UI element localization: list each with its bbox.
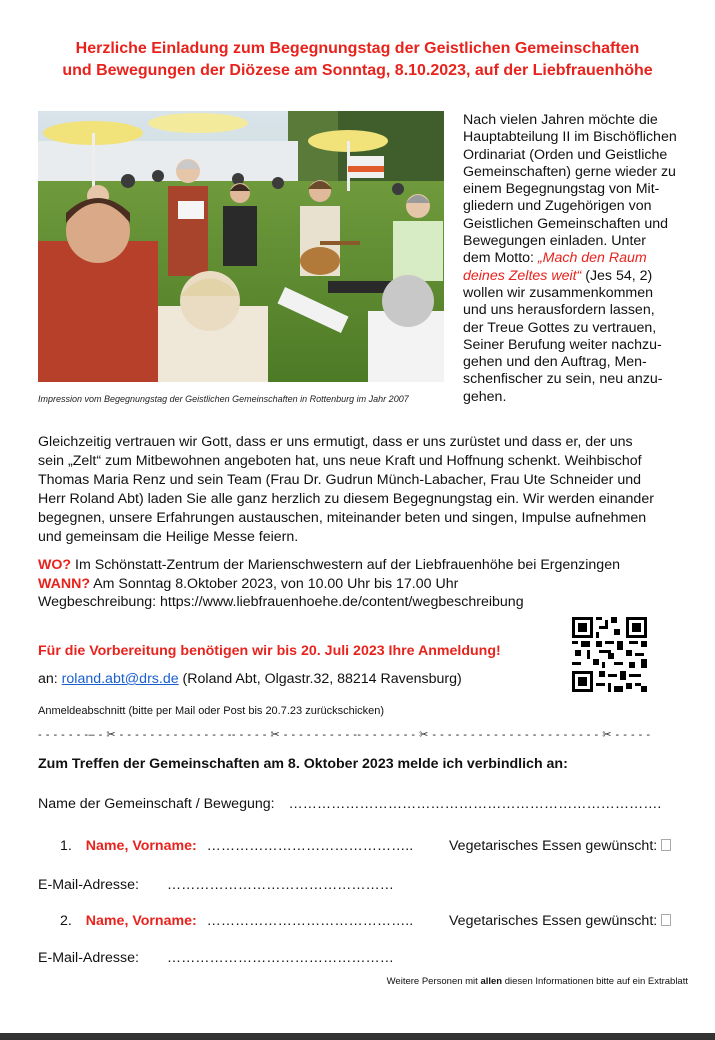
- community-dots: …………………………………………………………………….: [288, 796, 662, 812]
- body-paragraph: [38, 433, 693, 547]
- body-line: begegnen, unsere Erfahrungen austauschen, miteinander beten und singen, Impulse aufnehmen: [38, 510, 647, 526]
- intro-line: der Treue Gottes zu vertrauen,: [463, 319, 657, 336]
- contact-prefix: an:: [38, 671, 62, 687]
- intro-line: und uns herausfordern lassen,: [463, 302, 655, 319]
- footnote-suffix: diesen Informationen bitte auf ein Extrablatt: [502, 976, 688, 987]
- body-line: und gemeinsam die Heilige Messe feiern.: [38, 529, 299, 545]
- intro-line: gehen.: [463, 388, 507, 405]
- person-1-email-field[interactable]: [38, 877, 394, 893]
- footnote-emphasis: allen: [480, 976, 503, 987]
- intro-line: einem Begegnungstag von Mit-: [463, 181, 660, 198]
- scissors-cut-line: - - - - - - -– - ✂ - - - - - - - - - - - - - - -- - - - - ✂ - - - - - - - - - -- - - - - - - - ✂ - - - - - - - - - - - - - - - - - - - - - - ✂ - - - - -: [38, 729, 651, 741]
- intro-line: Gemeinschaften) gerne wieder zu: [463, 163, 676, 180]
- veg-label: Vegetarisches Essen gewünscht:: [449, 913, 658, 929]
- checkbox-icon[interactable]: [661, 839, 671, 851]
- time-line: [38, 575, 458, 594]
- contact-line: [38, 671, 462, 687]
- email-label: E-Mail-Adresse:: [38, 950, 139, 966]
- title-line-1: Herzliche Einladung zum Begegnungstag der Geistlichen Gemeinschaften: [75, 40, 640, 57]
- body-line: Gleichzeitig vertrauen wir Gott, dass er uns ermutigt, dass er uns zurüstet und dass er, der uns: [38, 434, 633, 450]
- checkbox-icon[interactable]: [661, 914, 671, 926]
- person-number: 1.: [60, 838, 72, 854]
- qr-code-graphic: [572, 617, 647, 692]
- person-2-email-field[interactable]: [38, 950, 394, 966]
- name-label: Name, Vorname:: [85, 913, 197, 929]
- person-number: 2.: [60, 913, 72, 929]
- body-line: sein „Zelt“ zum Mitbewohnen angeboten hat, uns neue Kraft und Hoffnung schenkt. Weihbischof: [38, 453, 642, 469]
- community-label: Name der Gemeinschaft / Bewegung:: [38, 796, 275, 812]
- veg-label: Vegetarisches Essen gewünscht:: [449, 838, 658, 854]
- contact-email-link[interactable]: roland.abt@drs.de: [61, 671, 179, 687]
- motto-text-part-2: deines Zeltes weit“: [463, 267, 582, 284]
- intro-line: gliedern und Zugehörigen von: [463, 198, 652, 215]
- motto-reference: (Jes 54, 2): [581, 267, 653, 284]
- registration-heading: Zum Treffen der Gemeinschaften am 8. Oktober 2023 melde ich verbindlich an:: [38, 756, 568, 772]
- photo-caption: Impression vom Begegnungstag der Geistlichen Gemeinschaften in Rottenburg im Jahr 2007: [38, 394, 409, 404]
- contact-address: (Roland Abt, Olgastr.32, 88214 Ravensburg): [178, 671, 462, 687]
- motto-text-part-1: „Mach den Raum: [537, 250, 647, 267]
- intro-line: Hauptabteilung II im Bischöflichen: [463, 129, 677, 146]
- location-label: WO?: [38, 557, 72, 573]
- time-label: WANN?: [38, 576, 91, 592]
- registration-deadline-notice: Für die Vorbereitung benötigen wir bis 20. Juli 2023 Ihre Anmeldung!: [38, 643, 501, 659]
- event-photo-illustration: [38, 111, 444, 382]
- name-dots: ……………………………………..: [206, 913, 414, 929]
- name-label: Name, Vorname:: [85, 838, 197, 854]
- intro-line: schenfischer zu sein, neu anzu-: [463, 371, 663, 388]
- page-title: [20, 38, 695, 82]
- motto-line-2: [463, 268, 708, 285]
- community-field[interactable]: [38, 796, 661, 812]
- cut-section-note: Anmeldeabschnitt (bitte per Mail oder Post bis 20.7.23 zurückschicken): [38, 705, 385, 717]
- intro-line: Seiner Berufung weiter nachzu-: [463, 336, 662, 353]
- qr-code-icon: [572, 617, 647, 692]
- footnote: [300, 976, 688, 987]
- time-text: Am Sonntag 8.Oktober 2023, von 10.00 Uhr bis 17.00 Uhr: [90, 576, 459, 592]
- intro-line: Ordinariat (Orden und Geistliche: [463, 146, 668, 163]
- intro-line: wollen wir zusammenkommen: [463, 284, 654, 301]
- person-2-name-field[interactable]: [60, 913, 413, 929]
- email-dots: …………………………………………: [166, 950, 394, 966]
- bottom-divider: [0, 1033, 715, 1040]
- email-label: E-Mail-Adresse:: [38, 877, 139, 893]
- email-dots: …………………………………………: [166, 877, 394, 893]
- directions-line: Wegbeschreibung: https://www.liebfrauenhoehe.de/content/wegbeschreibung: [38, 594, 524, 610]
- intro-line: Nach vielen Jahren möchte die: [463, 112, 658, 128]
- body-line: Thomas Maria Renz und sein Team (Frau Dr. Gudrun Münch-Labacher, Frau Ute Schneider und: [38, 472, 642, 488]
- person-1-name-field[interactable]: [60, 838, 413, 854]
- intro-line: Bewegungen einladen. Unter: [463, 233, 646, 250]
- footnote-prefix: Weitere Personen mit: [386, 976, 481, 987]
- motto-prefix: dem Motto:: [463, 250, 538, 267]
- intro-line: gehen und den Auftrag, Men-: [463, 354, 647, 371]
- person-2-veg-field[interactable]: [449, 913, 671, 929]
- intro-text: [463, 112, 708, 406]
- event-photo: [38, 111, 444, 382]
- body-line: Herr Roland Abt) laden Sie alle ganz herzlich zu diesem Begegnungstag ein. Wir werden einander: [38, 491, 654, 507]
- name-dots: ……………………………………..: [206, 838, 414, 854]
- motto-line-1: [463, 250, 708, 267]
- title-line-2: und Bewegungen der Diözese am Sonntag, 8.10.2023, auf der Liebfrauenhöhe: [62, 62, 653, 79]
- intro-line: Geistlichen Gemeinschaften und: [463, 215, 669, 232]
- location-line: [38, 556, 620, 575]
- person-1-veg-field[interactable]: [449, 838, 671, 854]
- location-text: Im Schönstatt-Zentrum der Marienschwestern auf der Liebfrauenhöhe bei Ergenzingen: [71, 557, 620, 573]
